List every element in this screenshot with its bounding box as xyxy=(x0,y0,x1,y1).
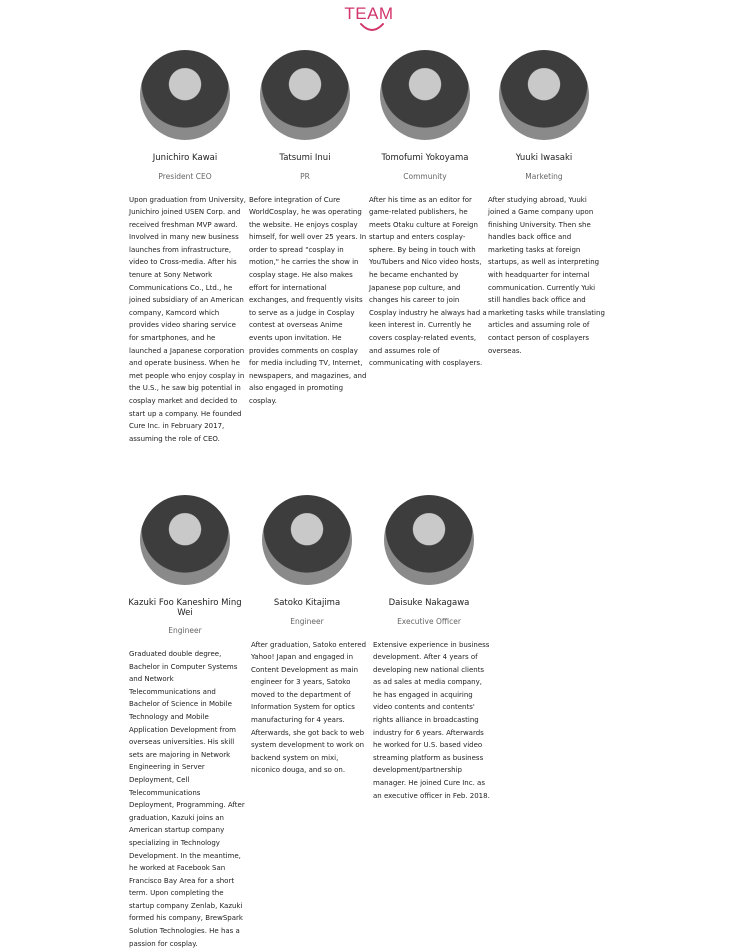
member-role: President CEO xyxy=(158,171,212,181)
team-member-card xyxy=(123,495,247,950)
team-heading: TEAM xyxy=(344,4,394,23)
member-name: Satoko Kitajima xyxy=(273,598,341,608)
member-role: Community xyxy=(403,171,447,181)
member-name: Tatsumi Inui xyxy=(279,153,331,163)
member-role: PR xyxy=(300,171,310,181)
member-bio: Before integration of Cure WorldCosplay, he was operating the website. He enjoys cosplay himself, for well over 25 years. In order to spread "cosplay in motion," he carries the show in cosplay stage. He also makes effort for international exchanges, and frequently visits to serve as a judge in Cosplay contest at overseas Anime events upon invitation. He provides comments on cosplay for media including TV, Internet, newspapers, and magazines, and also engaged in promoting cosplay. xyxy=(249,195,367,405)
smile-icon xyxy=(359,22,385,35)
member-name: Yuuki Iwasaki xyxy=(515,153,573,163)
member-role: Engineer xyxy=(168,626,202,635)
member-role: Engineer xyxy=(290,616,324,626)
member-name: Junichiro Kawai xyxy=(152,153,218,163)
avatar xyxy=(499,50,589,140)
team-member-card xyxy=(482,50,606,357)
member-bio: Upon graduation from University, Junichiro joined USEN Corp. and received freshman MVP award. Involved in many new business launches from infrastructure, video to Cross-media. After his tenure at Sony Network Communications Co., Ltd., he joined subsidiary of an American company, Kamcord which provides video sharing service for smartphones, and he launched a Japanese corporation and operate business. When he met people who enjoy cosplay in the U.S., he saw big potential in cosplay market and decided to start up a company. He founded Cure Inc. in February 2017, assuming the role of CEO. xyxy=(129,195,246,443)
member-bio: Extensive experience in business development. After 4 years of developing new national clients as ad sales at media company, he has engaged in acquiring video contents and contents' rights alliance in broadcasting industry for 6 years. Afterwards he worked for U.S. based video streaming platform as business development/partnership manager. He joined Cure Inc. as an executive officer in Feb. 2018. xyxy=(373,640,490,800)
team-member-card xyxy=(243,50,367,408)
avatar xyxy=(380,50,470,140)
avatar xyxy=(140,50,230,140)
team-member-card xyxy=(367,495,491,802)
member-bio: After graduation, Satoko entered Yahoo! Japan and engaged in Content Development as main engineer for 3 years, Satoko moved to the department of Information System for optics manufacturing for 4 years. Afterwards, she got back to web system development to work on backend system on mixi, niconico douga, and so on. xyxy=(251,640,367,775)
member-name: Tomofumi Yokoyama xyxy=(381,153,469,163)
member-role: Marketing xyxy=(525,171,563,181)
member-bio: After his time as an editor for game-related publishers, he meets Otaku culture at Foreign startup and enters cosplay-sphere. By being in touch with YouTubers and Nico video hosts, he became enchanted by Japanese pop culture, and changes his career to join Cosplay industry he always had a keen interest in. Currently he covers cosplay-related events, and assumes role of communicating with cosplayers. xyxy=(369,195,487,368)
member-name: Daisuke Nakagawa xyxy=(388,598,470,608)
member-name: Kazuki Foo Kaneshiro Ming Wei xyxy=(128,598,242,618)
team-member-card xyxy=(245,495,369,777)
member-bio: Graduated double degree, Bachelor in Computer Systems and Network Telecommunications and Bachelor of Science in Mobile Technology and Mobile Application Development from overseas universities. His skill sets are majoring in Network Engineering in Server Deployment, Cell Telecommunications Deployment, Programming. After graduation, Kazuki joins an American startup company specializing in Technology Development. In the meantime, he worked at Facebook San Francisco Bay Area for a short term. Upon completing the startup company Zenlab, Kazuki formed his company, BrewSpark Solution Technologies. He has a passion for cosplay. xyxy=(129,650,245,948)
avatar xyxy=(384,495,474,585)
team-member-card xyxy=(363,50,487,370)
avatar xyxy=(140,495,230,585)
avatar xyxy=(260,50,350,140)
team-member-card xyxy=(123,50,247,445)
member-bio: After studying abroad, Yuuki joined a Game company upon finishing University. Then she handles back office and marketing tasks at foreign startups, as well as interpreting with headquarter for internal communication. Currently Yuki still handles back office and marketing tasks while translating articles and assuming role of contact person of cosplayers overseas. xyxy=(488,195,605,355)
member-role: Executive Officer xyxy=(397,616,461,626)
avatar xyxy=(262,495,352,585)
